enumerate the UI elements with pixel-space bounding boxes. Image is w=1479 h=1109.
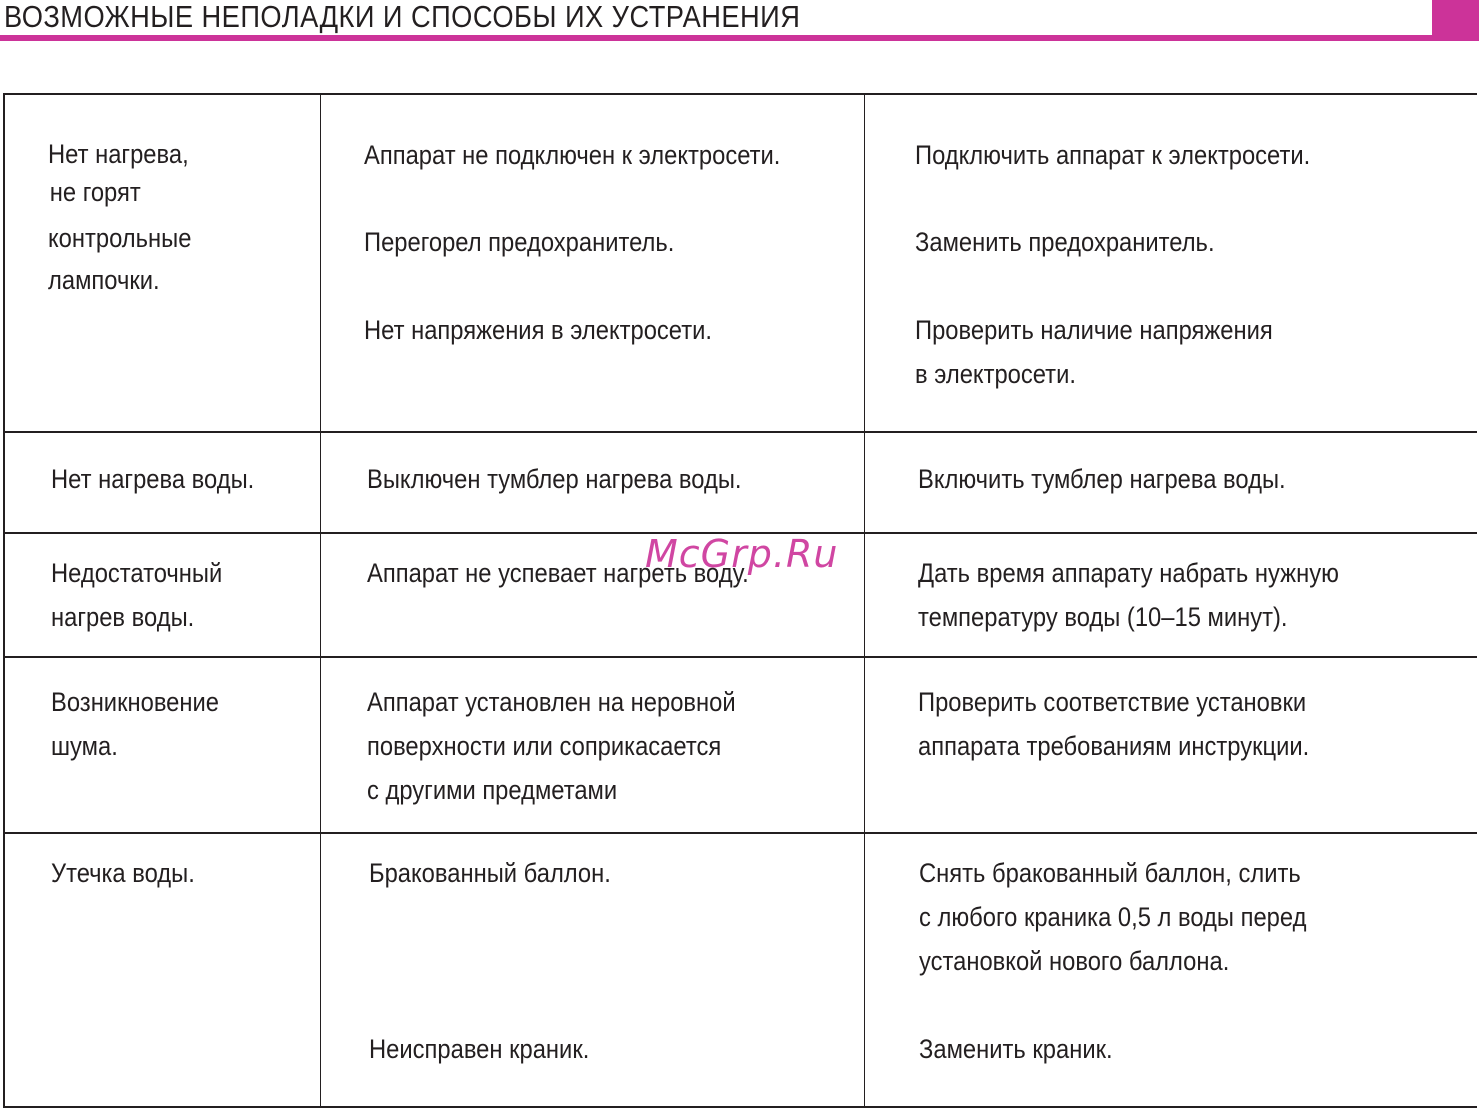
solution-cell bbox=[915, 220, 1215, 264]
text-line: установкой нового баллона. bbox=[919, 946, 1230, 976]
text-line: шума. bbox=[51, 731, 118, 761]
solution-cell bbox=[919, 851, 1306, 983]
problem-cell bbox=[51, 851, 195, 895]
text-line: Нет нагрева, bbox=[48, 139, 189, 169]
watermark: McGrp.Ru bbox=[645, 532, 839, 576]
text-line: в электросети. bbox=[915, 359, 1076, 389]
solution-cell bbox=[915, 133, 1310, 177]
text-line: Нет напряжения в электросети. bbox=[364, 315, 712, 345]
text-line: контрольные bbox=[48, 223, 192, 253]
cause-cell bbox=[369, 1027, 589, 1071]
solution-cell bbox=[919, 1027, 1113, 1071]
text-line: Выключен тумблер нагрева воды. bbox=[367, 464, 742, 494]
text-line: лампочки. bbox=[48, 265, 160, 295]
text-line: Проверить наличие напряжения bbox=[915, 315, 1273, 345]
text-line: Нет нагрева воды. bbox=[51, 464, 255, 494]
title-underline bbox=[0, 35, 1432, 41]
text-line: нагрев воды. bbox=[51, 602, 195, 632]
text-line: Заменить краник. bbox=[919, 1034, 1113, 1064]
page-title: ВОЗМОЖНЫЕ НЕПОЛАДКИ И СПОСОБЫ ИХ УСТРАНЕНИЯ bbox=[4, 0, 801, 34]
solution-cell bbox=[918, 457, 1286, 501]
text-line: Утечка воды. bbox=[51, 858, 195, 888]
row-divider bbox=[3, 656, 1477, 658]
problem-cell bbox=[51, 680, 219, 768]
text-line: Снять бракованный баллон, слить bbox=[919, 858, 1301, 888]
solution-cell bbox=[915, 308, 1273, 396]
row-divider bbox=[3, 431, 1477, 433]
table-border-left bbox=[3, 93, 5, 1108]
table-border-bottom bbox=[3, 1106, 1477, 1108]
text-line: Недостаточный bbox=[51, 558, 223, 588]
row-divider bbox=[3, 832, 1477, 834]
text-line: с любого краника 0,5 л воды перед bbox=[919, 902, 1307, 932]
column-divider bbox=[864, 93, 865, 1108]
text-line: Аппарат не успевает нагреть воду. bbox=[367, 558, 749, 588]
text-line: Неисправен краник. bbox=[369, 1034, 590, 1064]
text-line: Проверить соответствие установки bbox=[918, 687, 1307, 717]
text-line: Аппарат установлен на неровной bbox=[367, 687, 736, 717]
text-line: Дать время аппарату набрать нужную bbox=[918, 558, 1339, 588]
solution-cell bbox=[918, 680, 1309, 768]
text-line: аппарата требованиям инструкции. bbox=[918, 731, 1310, 761]
problem-cell bbox=[48, 133, 191, 301]
cause-cell bbox=[364, 220, 674, 264]
text-line: Бракованный баллон. bbox=[369, 858, 611, 888]
cause-cell bbox=[364, 133, 780, 177]
problem-cell bbox=[51, 551, 222, 639]
problem-cell bbox=[51, 457, 254, 501]
text-line: Заменить предохранитель. bbox=[915, 227, 1215, 257]
cause-cell bbox=[367, 457, 742, 501]
text-line: Перегорел предохранитель. bbox=[364, 227, 675, 257]
text-line: Возникновение bbox=[51, 687, 219, 717]
text-line: с другими предметами bbox=[367, 775, 618, 805]
solution-cell bbox=[918, 551, 1339, 639]
text-line: Аппарат не подключен к электросети. bbox=[364, 140, 781, 170]
cause-cell bbox=[369, 851, 611, 895]
title-accent-block bbox=[1432, 0, 1479, 41]
text-line: температуру воды (10–15 минут). bbox=[918, 602, 1288, 632]
text-line: поверхности или соприкасается bbox=[367, 731, 722, 761]
cause-cell bbox=[367, 680, 736, 812]
column-divider bbox=[320, 93, 321, 1108]
text-line: Подключить аппарат к электросети. bbox=[915, 140, 1311, 170]
table-border-top bbox=[3, 93, 1477, 95]
text-line: не горят bbox=[49, 177, 141, 207]
text-line: Включить тумблер нагрева воды. bbox=[918, 464, 1286, 494]
cause-cell bbox=[364, 308, 712, 352]
